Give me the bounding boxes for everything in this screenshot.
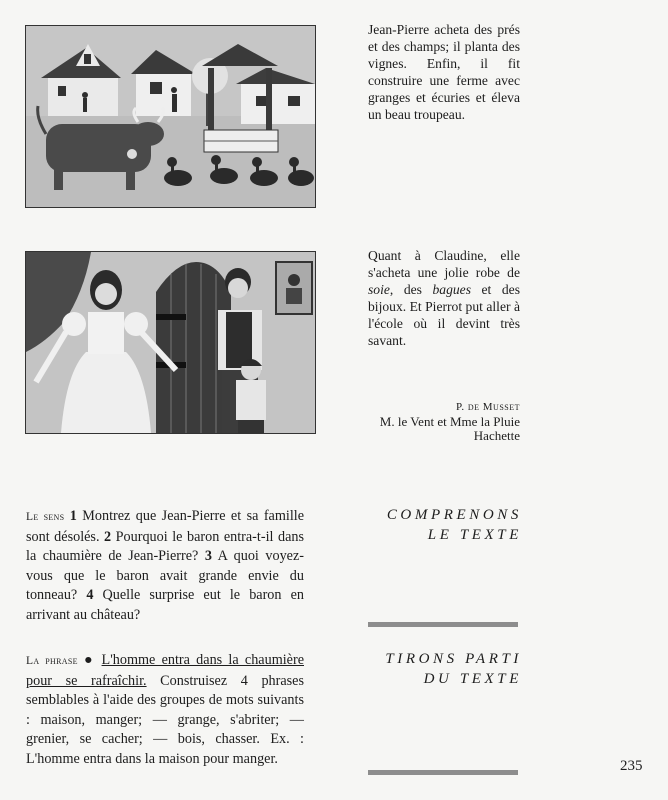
caption-2-text [368,247,520,349]
sens-num-2: 2 [104,528,112,545]
interior-illustration [25,251,316,434]
phrase-instructions: Construisez 4 phrases semblables à l'aide des groupes de mots suivants : maison, manger; — grange, s'abriter; — grenier, se cacher; — bois, chasser. Ex. : L'homme entra dans la maison pour manger. [26,672,304,767]
comprenons-line-1: COMPRENONS [386,507,522,523]
farm-illustration [25,25,316,208]
caption-2-bagues: bagues [432,282,471,297]
sens-num-1: 1 [69,508,77,524]
tirons-heading [340,649,522,689]
tirons-line-2: DU TEXTE [423,671,522,687]
page-number: 235 [620,758,643,774]
sens-num-3: 3 [204,548,212,565]
sens-question-4: Quelle surprise eut le baron en arrivant au château? [26,587,304,623]
caption-2-soie: soie [368,282,390,297]
sens-exercise [26,507,304,626]
phrase-exercise [26,651,304,770]
caption-1 [368,21,520,123]
sens-question-3: A quoi voyez-vous que le baron avait grande envie du tonneau? [26,548,304,604]
source-citation [340,400,520,444]
source-author: P. de Musset [455,401,520,413]
source-publisher: Hachette [473,428,520,443]
bullet-icon: ● [84,652,96,668]
caption-2-part-1: Quant à Claudine, elle s'acheta une jolie robe de [368,248,520,280]
sens-lead: Le sens [26,511,65,523]
comprenons-line-2: LE TEXTE [427,527,522,543]
caption-2 [368,247,520,349]
phrase-lead: La phrase [26,655,78,667]
section-rule-2 [368,770,518,775]
caption-2-part-3: et des bijoux. Et Pierrot put aller à l'école où il devint très savant. [368,282,520,348]
caption-1-text: Jean-Pierre acheta des prés et des champs; il planta des vignes. Enfin, il fit construire une ferme avec granges et écuries et éleva un beau troupeau. [368,22,520,122]
caption-2-part-2: , des [389,282,433,297]
source-title: M. le Vent et Mme la Pluie [379,413,520,429]
sens-num-4: 4 [86,587,94,604]
sens-question-2: Pourquoi le baron entra-t-il dans la chaumière de Jean-Pierre? [26,528,304,565]
tirons-line-1: TIRONS PARTI [385,651,522,667]
sens-question-1: Montrez que Jean-Pierre et sa famille sont désolés. [26,508,305,545]
comprenons-heading [340,505,522,545]
phrase-example: L'homme entra dans la chaumière pour se rafraîchir. [26,652,304,689]
section-rule-1 [368,622,518,627]
